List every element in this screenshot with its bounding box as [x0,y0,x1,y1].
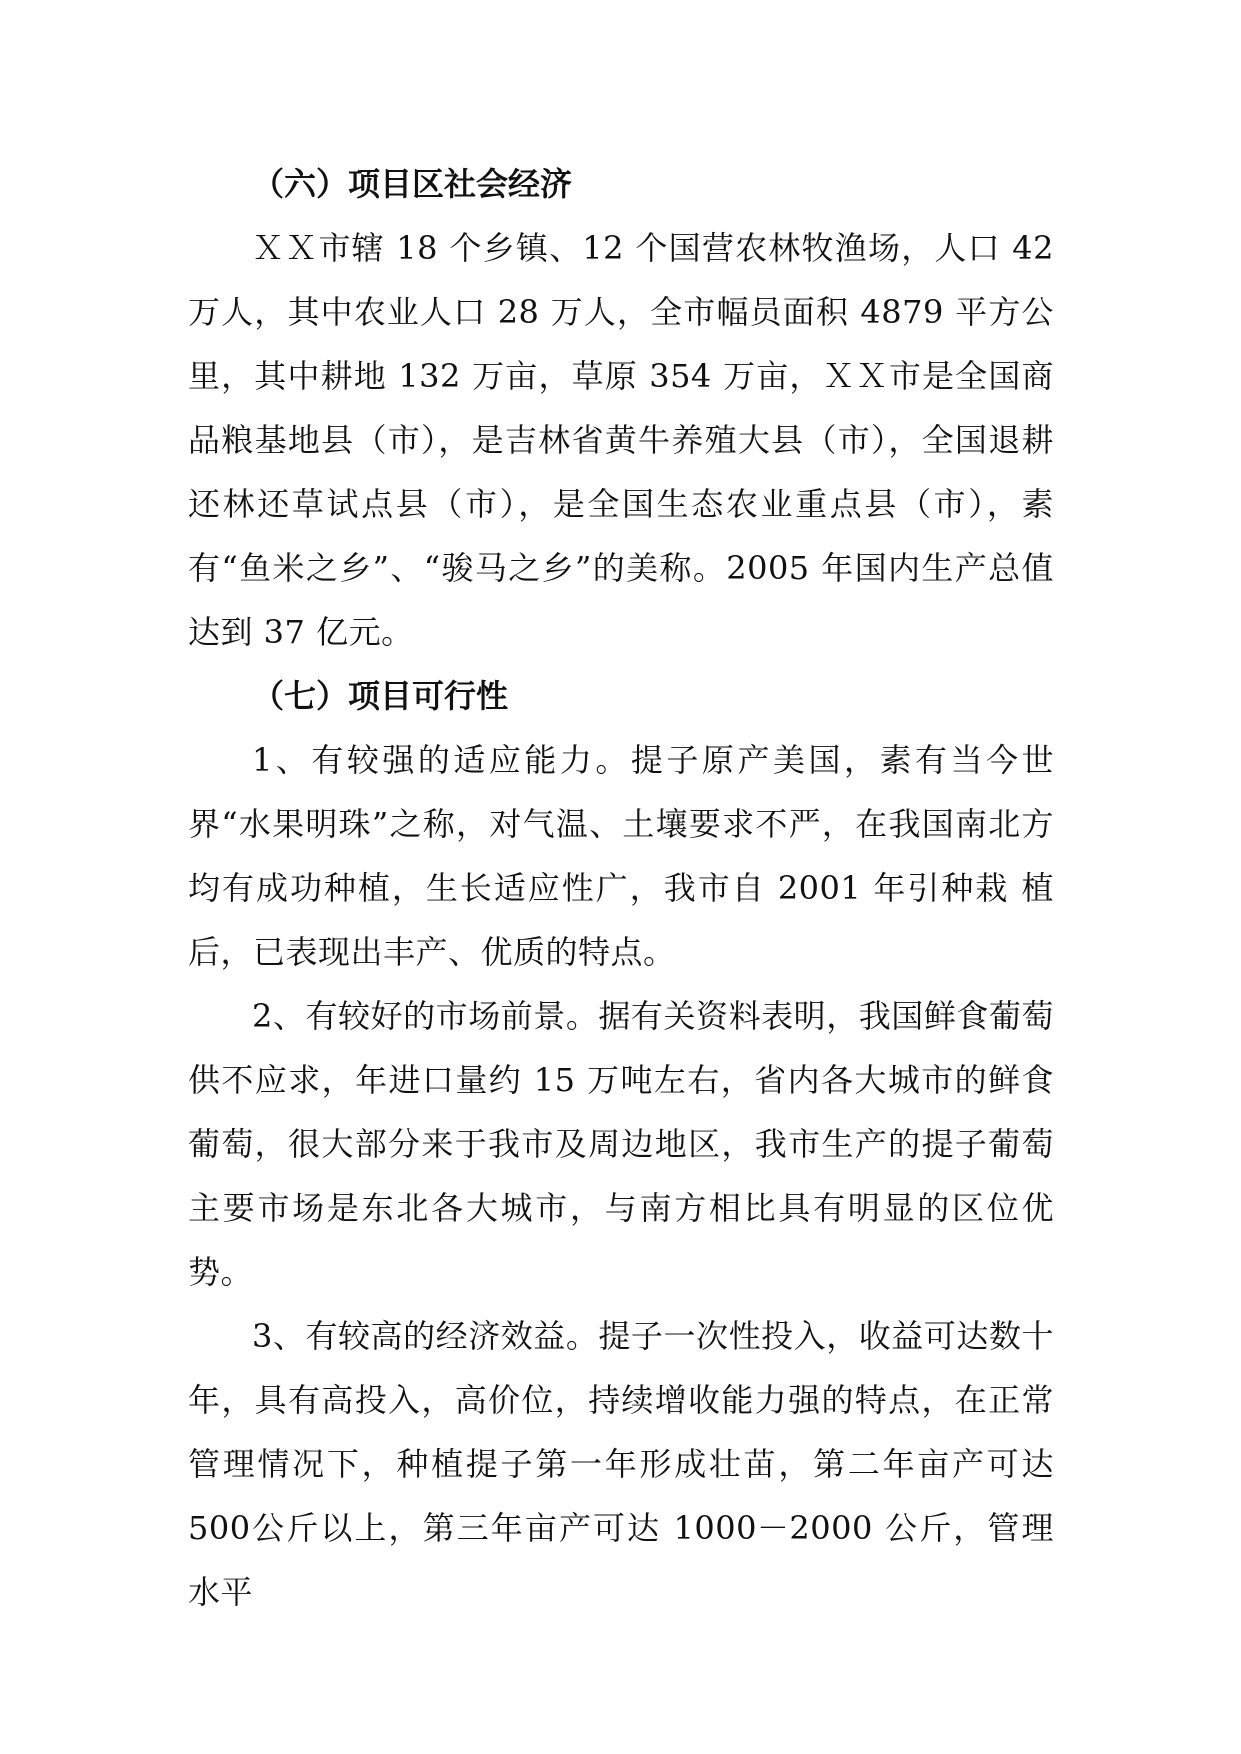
section-heading-feasibility: （七）项目可行性 [252,677,509,715]
paragraph-market-prospect: 2、有较好的市场前景。据有关资料表明，我国鲜食葡萄供不应求，年进口量约 15 万吨左右，省内各大城市的鲜食葡萄，很大部分来于我市及周边地区，我市生产的提子葡萄主要市场是东北各大城市，与南方相比具有明显的区位优势。 [188,997,1054,1291]
section-heading-social-economy: （六）项目区社会经济 [252,165,573,203]
paragraph-adaptability: 1、有较强的适应能力。提子原产美国，素有当今世界“水果明珠”之称，对气温、土壤要求不严，在我国南北方均有成功种植，生长适应性广，我市自 2001 年引种栽 植后，已表现出丰产、优质的特点。 [188,741,1054,971]
paragraph-economic-benefit: 3、有较高的经济效益。提子一次性投入，收益可达数十年，具有高投入，高价位，持续增收能力强的特点，在正常管理情况下，种植提子第一年形成壮苗，第二年亩产可达500公斤以上，第三年亩产可达 1000－2000 公斤，管理水平 [188,1317,1054,1611]
paragraph-social-economy: ＸＸ市辖 18 个乡镇、12 个国营农林牧渔场，人口 42 万人，其中农业人口 28 万人，全市幅员面积 4879 平方公里，其中耕地 132 万亩，草原 354 万亩，ＸＸ市是全国商品粮基地县（市），是吉林省黄牛养殖大县（市），全国退耕还林还草试点县（市），是全国生态农业重点县（市），素有“鱼米之乡”、“骏马之乡”的美称。2005 年国内生产总值达到 37 亿元。 [188,229,1054,651]
document-body [188,152,1054,1624]
